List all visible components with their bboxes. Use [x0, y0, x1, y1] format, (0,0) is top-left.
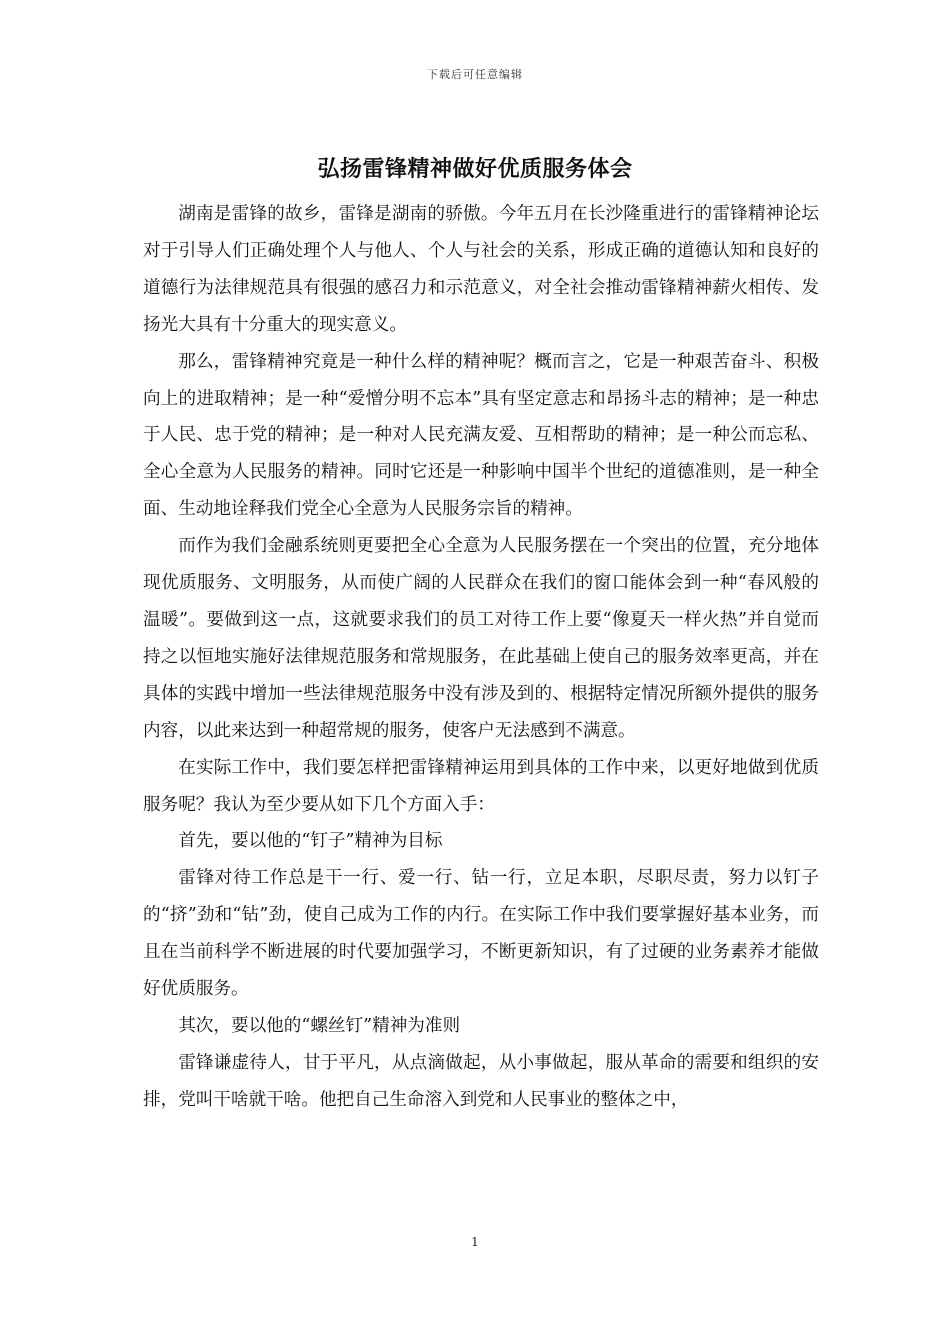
- document-body: [143, 196, 819, 1119]
- page-header-note: 下载后可任意编辑: [427, 68, 523, 81]
- document-title: 弘扬雷锋精神做好优质服务体会: [317, 157, 633, 182]
- paragraph: 雷锋对待工作总是干一行、爱一行、钻一行，立足本职，尽职尽责，努力以钉子的“挤”劲和“钻”劲，使自己成为工作的内行。在实际工作中我们要掌握好基本业务，而且在当前科学不断进展的时代要加强学习，不断更新知识，有了过硬的业务素养才能做好优质服务。: [143, 868, 819, 1000]
- paragraph: 雷锋谦虚待人，甘于平凡，从点滴做起，从小事做起，服从革命的需要和组织的安排，党叫干啥就干啥。他把自己生命溶入到党和人民事业的整体之中，: [143, 1052, 819, 1110]
- section-heading: 首先，要以他的“钉子”精神为目标: [178, 831, 443, 852]
- paragraph: 湖南是雷锋的故乡，雷锋是湖南的骄傲。今年五月在长沙隆重进行的雷锋精神论坛对于引导人们正确处理个人与他人、个人与社会的关系，形成正确的道德认知和良好的道德行为法律规范具有很强的感召力和示范意义，对全社会推动雷锋精神薪火相传、发扬光大具有十分重大的现实意义。: [143, 204, 819, 335]
- paragraph: 在实际工作中，我们要怎样把雷锋精神运用到具体的工作中来，以更好地做到优质服务呢？我认为至少要从如下几个方面入手：: [143, 757, 819, 815]
- section-heading: 其次，要以他的“螺丝钉”精神为准则: [178, 1015, 461, 1036]
- paragraph: 而作为我们金融系统则更要把全心全意为人民服务摆在一个突出的位置，充分地体现优质服务、文明服务，从而使广阔的人民群众在我们的窗口能体会到一种“春风般的温暖”。要做到这一点，这就要求我们的员工对待工作上要“像夏天一样火热”并自觉而持之以恒地实施好法律规范服务和常规服务，在此基础上使自己的服务效率更高，并在具体的实践中增加一些法律规范服务中没有涉及到的、根据特定情况所额外提供的服务内容，以此来达到一种超常规的服务，使客户无法感到不满意。: [143, 536, 819, 741]
- paragraph: 那么，雷锋精神究竟是一种什么样的精神呢？概而言之，它是一种艰苦奋斗、积极向上的进取精神；是一种“爱憎分明不忘本”具有坚定意志和昂扬斗志的精神；是一种忠于人民、忠于党的精神；是一种对人民充满友爱、互相帮助的精神；是一种公而忘私、全心全意为人民服务的精神。同时它还是一种影响中国半个世纪的道德准则，是一种全面、生动地诠释我们党全心全意为人民服务宗旨的精神。: [143, 351, 819, 520]
- page-number: 1: [471, 1235, 479, 1249]
